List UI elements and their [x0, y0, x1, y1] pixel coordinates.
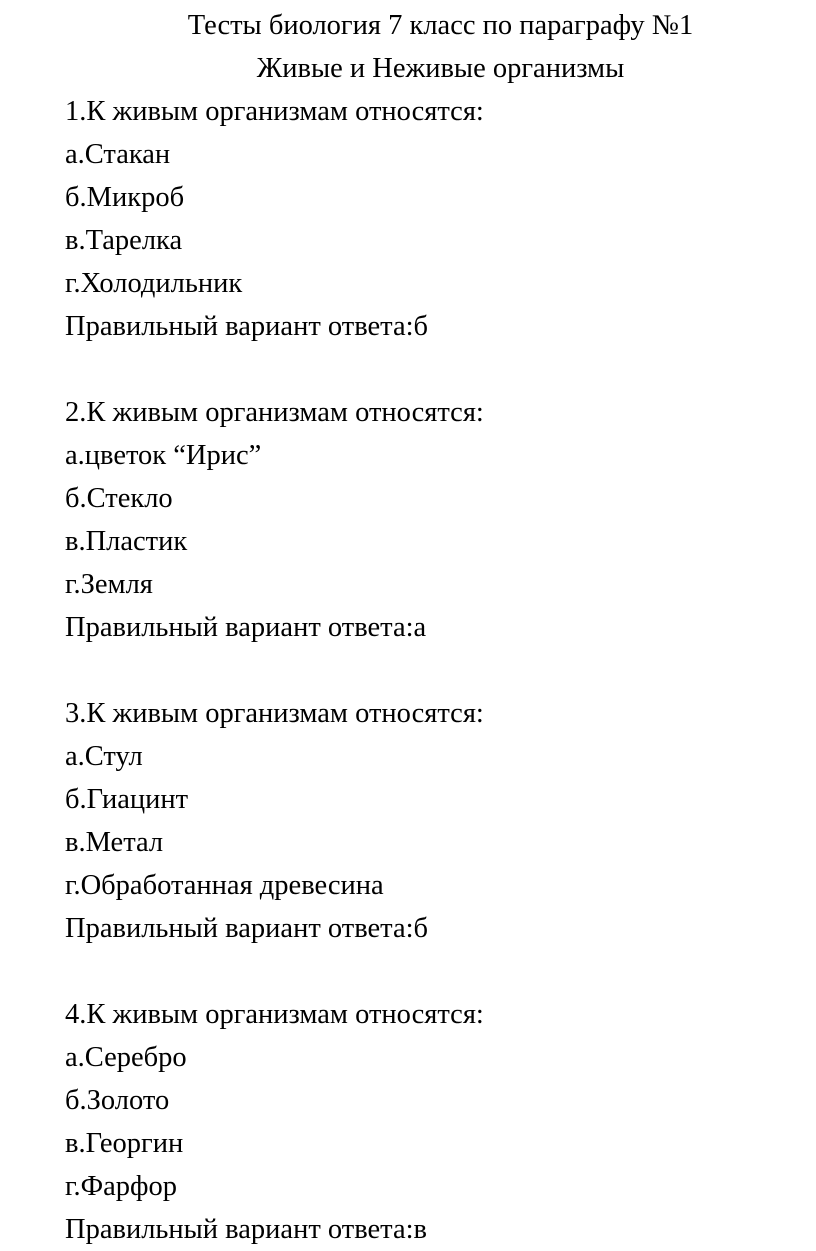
blank-line [65, 348, 816, 391]
answer-option-v: в.Георгин [65, 1128, 184, 1159]
document-title-line-1: Тесты биология 7 класс по параграфу №1 [187, 10, 694, 41]
question-block-2 [65, 391, 816, 649]
correct-answer: Правильный вариант ответа:б [65, 311, 429, 342]
question-text: 3.К живым организмам относятся: [65, 698, 484, 729]
correct-answer: Правильный вариант ответа:в [65, 1214, 427, 1245]
answer-option-b: б.Золото [65, 1085, 170, 1116]
correct-answer: Правильный вариант ответа:б [65, 913, 429, 944]
answer-option-g: г.Фарфор [65, 1171, 177, 1202]
answer-option-v: в.Тарелка [65, 225, 183, 256]
document-title-line-2: Живые и Неживые организмы [256, 53, 625, 84]
question-block-3 [65, 692, 816, 950]
question-text: 1.К живым организмам относятся: [65, 96, 484, 127]
answer-option-v: в.Пластик [65, 526, 188, 557]
answer-option-a: а.Стул [65, 741, 143, 772]
correct-answer: Правильный вариант ответа:а [65, 612, 427, 643]
question-block-4 [65, 993, 816, 1251]
answer-option-b: б.Гиацинт [65, 784, 189, 815]
answer-option-g: г.Земля [65, 569, 153, 600]
blank-line [65, 649, 816, 692]
answer-option-g: г.Обработанная древесина [65, 870, 384, 901]
answer-option-a: а.Стакан [65, 139, 171, 170]
blank-line [65, 950, 816, 993]
answer-option-a: а.Серебро [65, 1042, 187, 1073]
answer-option-g: г.Холодильник [65, 268, 243, 299]
answer-option-v: в.Метал [65, 827, 164, 858]
answer-option-a: а.цветок “Ирис” [65, 440, 262, 471]
answer-option-b: б.Стекло [65, 483, 173, 514]
answer-option-b: б.Микроб [65, 182, 185, 213]
question-text: 4.К живым организмам относятся: [65, 999, 484, 1030]
question-block-1 [65, 90, 816, 348]
question-text: 2.К живым организмам относятся: [65, 397, 484, 428]
